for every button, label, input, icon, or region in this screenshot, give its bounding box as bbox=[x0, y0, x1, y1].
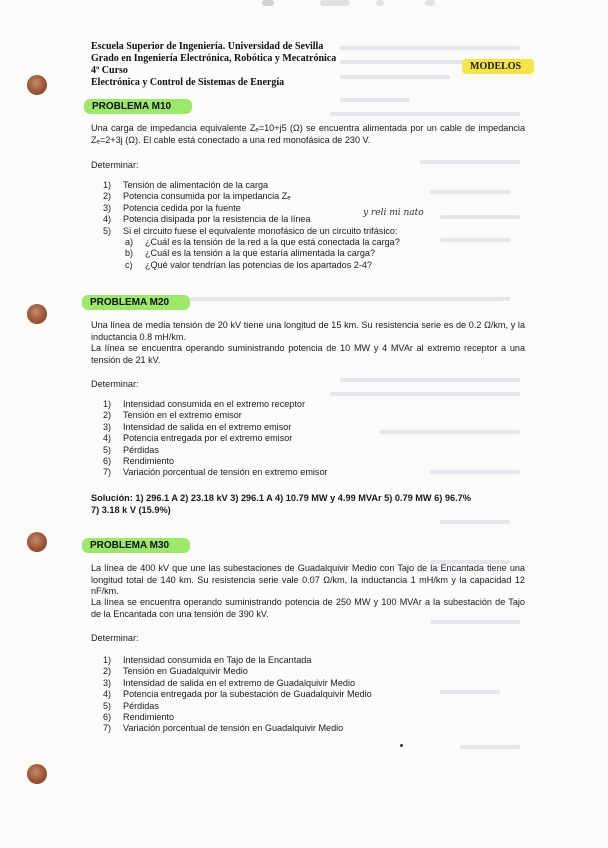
list-item: 2) Tensión en el extremo emisor bbox=[103, 410, 242, 421]
handwritten-note: y reli mi nato bbox=[363, 208, 424, 218]
punch-hole bbox=[27, 764, 47, 784]
list-item: 4) Potencia disipada por la resistencia de la línea bbox=[103, 214, 311, 225]
problem-m20-solution: Solución: 1) 296.1 A 2) 23.18 kV 3) 296.1 A 4) 10.79 MW y 4.99 MVAr 5) 0.79 MW 6) 96.7% 7) 3.18 k V (15.9%) bbox=[91, 493, 471, 515]
list-item: 5) Pérdidas bbox=[103, 700, 159, 711]
list-item: 1) Tensión de alimentación de la carga bbox=[103, 180, 269, 190]
problem-m10-statement: Una carga de impedancia equivalente Zₑ=10+j5 (Ω) se encuentra alimentada por un cable de impedancia Zₑ=2+3j (Ω). El cable está conectado a una red monofásica de 230 V. bbox=[91, 123, 525, 145]
problem-m10-determinar: Determinar: bbox=[91, 160, 139, 170]
problem-m20-items bbox=[103, 399, 328, 479]
list-item: 4) Potencia entregada por el extremo emisor bbox=[103, 433, 293, 444]
problem-m10-title: PROBLEMA M10 bbox=[84, 99, 192, 114]
problem-m20-determinar: Determinar: bbox=[91, 379, 139, 389]
list-item: 5) Pérdidas bbox=[103, 444, 159, 455]
list-item: 2) Potencia consumida por la impedancia Zₑ bbox=[103, 191, 291, 202]
top-edge-mark bbox=[425, 0, 435, 6]
problem-m10-subitems bbox=[125, 237, 400, 271]
problem-m30-determinar: Determinar: bbox=[91, 633, 139, 643]
top-edge-mark bbox=[262, 0, 274, 6]
problem-m30-statement-2: La línea se encuentra operando suministrando potencia de 250 MW y 100 MVAr a la subestación de Tajo de la Encantada con una tensión de 390 kV. bbox=[91, 597, 525, 619]
problem-m20-statement-2: La línea se encuentra operando suministrando potencia de 10 MW y 4 MVAr al extremo receptor a una tensión de 21 kV. bbox=[91, 343, 525, 365]
problem-m30-statement-1: La línea de 400 kV que une las subestaciones de Guadalquivir Medio con Tajo de la Encantada tiene una longitud total de 140 km. Su resistencia serie vale 0.07 Ω/km, la inductancia 1 mH/km y la capacidad 12 nF/km. bbox=[91, 563, 525, 596]
list-item: 1) Intensidad consumida en el extremo receptor bbox=[103, 399, 305, 409]
modelos-badge: MODELOS bbox=[470, 61, 522, 72]
problem-m30-items bbox=[103, 655, 372, 735]
problem-m20-title: PROBLEMA M20 bbox=[82, 295, 190, 310]
ink-dot bbox=[400, 744, 403, 747]
list-item: 2) Tensión en Guadalquivir Medio bbox=[103, 666, 248, 677]
list-item: 6) Rendimiento bbox=[103, 455, 175, 466]
subject-name: Electrónica y Control de Sistemas de Energía bbox=[91, 77, 285, 88]
list-item: 6) Rendimiento bbox=[103, 711, 175, 722]
list-item: 3) Intensidad de salida en el extremo emisor bbox=[103, 421, 292, 432]
list-item: 3) Intensidad de salida en el extremo de Guadalquivir Medio bbox=[103, 677, 356, 688]
list-item: 1) Intensidad consumida en Tajo de la Encantada bbox=[103, 655, 312, 665]
punch-hole bbox=[27, 532, 47, 552]
punch-hole bbox=[27, 304, 47, 324]
punch-hole bbox=[27, 75, 47, 95]
list-item: 3) Potencia cedida por la fuente bbox=[103, 202, 241, 213]
problem-m10-items bbox=[103, 180, 397, 237]
list-item: 7) Variación porcentual de tensión en Guadalquivir Medio bbox=[103, 723, 344, 734]
problem-m30-title: PROBLEMA M30 bbox=[82, 538, 190, 553]
list-item: c) ¿Qué valor tendrían las potencias de los apartados 2-4? bbox=[125, 259, 372, 270]
top-edge-mark bbox=[376, 0, 384, 6]
list-item: a) ¿Cuál es la tensión de la red a la que está conectada la carga? bbox=[125, 237, 400, 247]
course-year: 4º Curso bbox=[91, 65, 128, 76]
school-name: Escuela Superior de Ingeniería. Universidad de Sevilla bbox=[91, 41, 324, 52]
list-item: 4) Potencia entregada por la subestación de Guadalquivir Medio bbox=[103, 689, 372, 700]
list-item: b) ¿Cuál es la tensión a la que estaría alimentada la carga? bbox=[125, 248, 376, 259]
problem-m20-statement-1: Una línea de media tensión de 20 kV tiene una longitud de 15 km. Su resistencia serie es de 0.2 Ω/km, y la inductancia 0.8 mH/km. bbox=[91, 320, 525, 342]
list-item: 7) Variación porcentual de tensión en extremo emisor bbox=[103, 467, 328, 478]
top-edge-mark bbox=[320, 0, 350, 6]
degree-name: Grado en Ingeniería Electrónica, Robótica y Mecatrónica bbox=[91, 53, 337, 64]
list-item: 5) Si el circuito fuese el equivalente monofásico de un circuito trifásico: bbox=[103, 225, 398, 236]
